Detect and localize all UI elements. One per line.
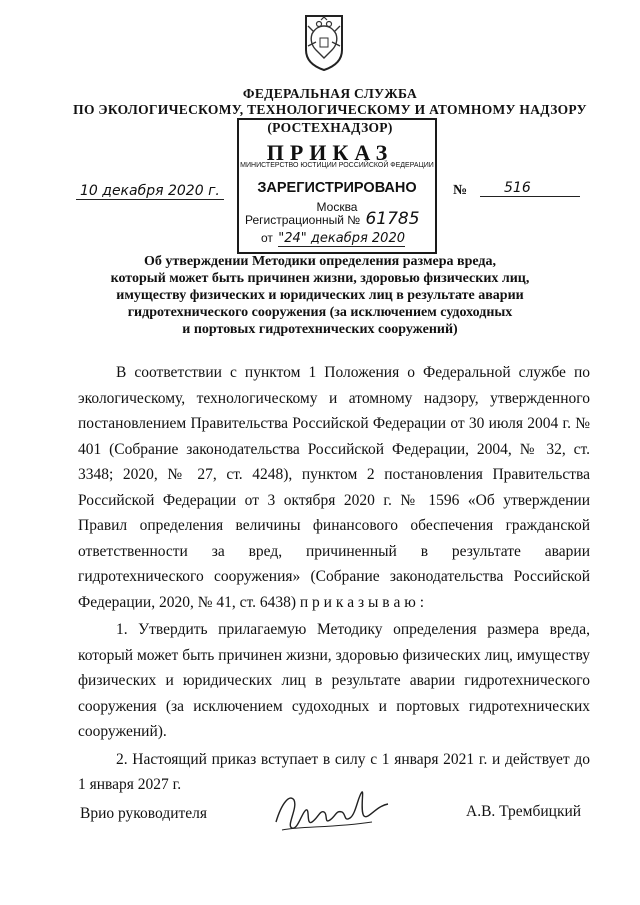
registration-stamp (237, 118, 437, 254)
number-sign: № (453, 183, 468, 198)
agency-name-line-2: ПО ЭКОЛОГИЧЕСКОМУ, ТЕХНОЛОГИЧЕСКОМУ И АТОМНОМУ НАДЗОРУ (73, 102, 587, 117)
handwritten-signature (272, 782, 392, 842)
stamp-city: Москва (316, 200, 358, 214)
signatory-name: А.В. Трембицкий (466, 803, 582, 820)
title-line: Об утверждении Методики определения размера вреда, (144, 254, 496, 269)
item-1-paragraph: 1. Утвердить прилагаемую Методику определения размера вреда, который может быть причинен жизни, здоровью физических лиц, имуществу физических и юридических лиц в результате аварии гидротехнического сооружения (за исключением судоходных и портовых гидротехнических сооружений). (78, 621, 590, 740)
stamp-date-handwritten: "24" декабря 2020 (278, 231, 405, 246)
coat-of-arms-emblem (302, 12, 346, 72)
stamp-registration-label: Регистрационный № (245, 213, 361, 227)
stamp-ministry: МИНИСТЕРСТВО ЮСТИЦИИ РОССИЙСКОЙ ФЕДЕРАЦИИ (240, 162, 434, 169)
document-title (80, 253, 560, 338)
title-line: и портовых гидротехнических сооружений) (182, 322, 458, 337)
title-line: имуществу физических и юридических лиц в результате аварии (116, 288, 524, 303)
document-body (78, 360, 590, 798)
signatory-role: Врио руководителя (80, 805, 208, 822)
agency-name-line-1: ФЕДЕРАЛЬНАЯ СЛУЖБА (242, 86, 418, 101)
document-type: ПРИКАЗ (266, 140, 394, 165)
stamp-registration-row (239, 209, 435, 229)
stamp-registered: ЗАРЕГИСТРИРОВАНО (257, 180, 417, 196)
title-line: который может быть причинен жизни, здоровью физических лиц, (110, 271, 530, 286)
order-date-handwritten: 10 декабря 2020 г. (76, 183, 224, 200)
item-2-paragraph: 2. Настоящий приказ вступает в силу с 1 января 2021 г. и действует до 1 января 2027 г. (78, 750, 590, 793)
agency-abbreviation: (РОСТЕХНАДЗОР) (267, 120, 393, 135)
stamp-date-prefix: от (261, 231, 273, 245)
title-line: гидротехнического сооружения (за исключением судоходных (127, 305, 513, 320)
stamp-registration-number: 61785 (365, 209, 420, 229)
order-number-handwritten: 516 (480, 180, 580, 197)
preamble-paragraph: В соответствии с пунктом 1 Положения о Федеральной службе по экологическому, технологическому и атомному надзору, утвержденного постановлением Правительства Российской Федерации от 30 июля 2004 г. № 401 (Собрание законодательства Российской Федерации, 2004, № 32, ст. 3348; 2020, № 27, ст. 4248), пунктом 2 постановления Правительства Российской Федерации от 3 октября 2020 г. № 1596 «Об утверждении Правил определения величины финансового обеспечения гражданской ответственности за вред, причиненный в результате аварии гидротехнического сооружения» (Собрание законодательства Российской Федерации, 2020, № 41, ст. 6438) п р и к а з ы в а ю : (78, 364, 590, 611)
stamp-date-row (239, 231, 435, 246)
